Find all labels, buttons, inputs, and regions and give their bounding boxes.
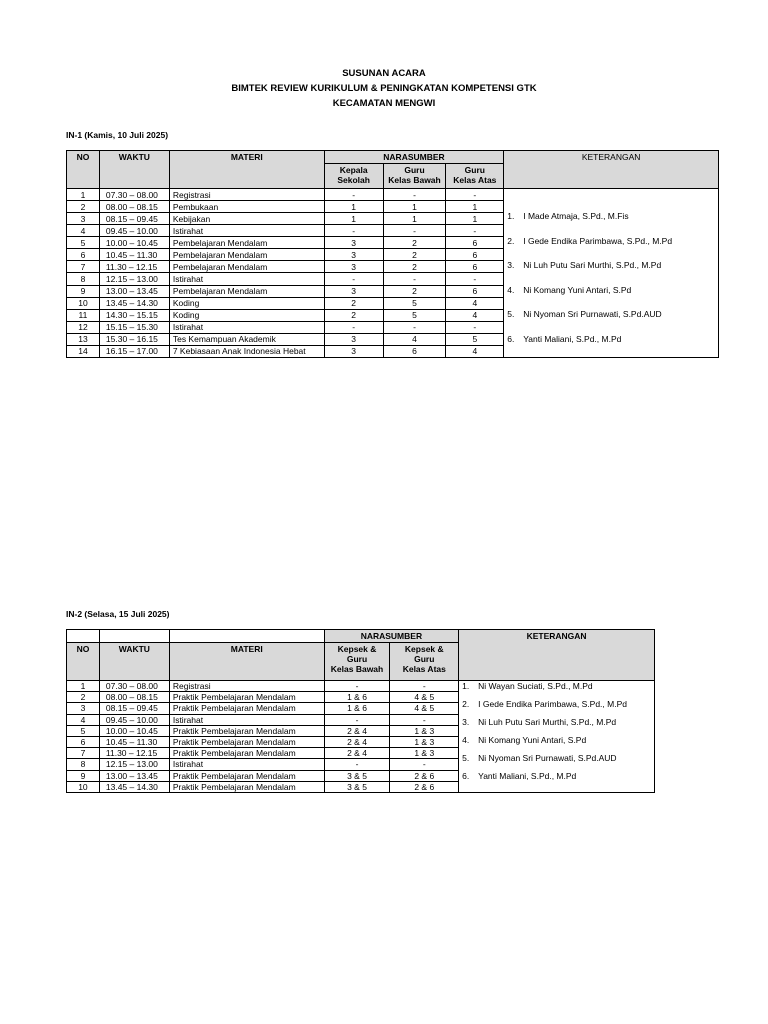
col-header-materi: MATERI (169, 151, 324, 189)
col-header-kepsek-guru-kelas-atas (390, 643, 459, 681)
keterangan-item (504, 308, 718, 333)
header-text: Guru (346, 654, 368, 664)
cell-narasumber-3: 5 (446, 333, 504, 345)
cell-narasumber-1: - (324, 273, 383, 285)
keterangan-name: Ni Nyoman Sri Purnawati, S.Pd.AUD (478, 753, 617, 763)
cell-waktu: 14.30 – 15.15 (99, 309, 169, 321)
cell-materi: Istirahat (169, 273, 324, 285)
table-row (67, 189, 719, 201)
cell-materi: Pembelajaran Mendalam (169, 237, 324, 249)
cell-waktu: 13.00 – 13.45 (99, 770, 169, 781)
keterangan-number: 6. (507, 333, 515, 344)
keterangan-item (459, 681, 654, 699)
cell-narasumber-1: 1 & 6 (324, 692, 390, 703)
cell-narasumber-1: 2 & 4 (324, 748, 390, 759)
col-header-kepsek-guru-kelas-bawah (324, 643, 390, 681)
cell-narasumber-2: - (390, 681, 459, 692)
cell-narasumber-1: - (324, 225, 383, 237)
keterangan-item (459, 735, 654, 753)
keterangan-name: Ni Komang Yuni Antari, S.Pd (478, 735, 587, 745)
cell-narasumber-3: 4 (446, 309, 504, 321)
keterangan-item (459, 771, 654, 789)
keterangan-name: Yanti Maliani, S.Pd., M.Pd (523, 333, 622, 344)
cell-no: 10 (67, 297, 100, 309)
cell-narasumber-2: 2 & 6 (390, 770, 459, 781)
header-text: Kelas Atas (402, 664, 446, 674)
cell-waktu: 08.00 – 08.15 (99, 692, 169, 703)
cell-narasumber-3: 4 (446, 345, 504, 357)
cell-waktu: 09.45 – 10.00 (99, 225, 169, 237)
cell-keterangan (504, 189, 719, 358)
cell-narasumber-1: 2 (324, 309, 383, 321)
title-line-2: BIMTEK REVIEW KURIKULUM & PENINGKATAN KOMPETENSI GTK (231, 83, 537, 94)
cell-narasumber-2: 1 & 3 (390, 725, 459, 736)
cell-narasumber-2: - (390, 714, 459, 725)
keterangan-name: Ni Luh Putu Sari Murthi, S.Pd., M.Pd (478, 717, 617, 727)
col-header-keterangan: KETERANGAN (459, 630, 655, 681)
cell-narasumber-1: 1 (324, 213, 383, 225)
cell-no: 7 (67, 261, 100, 273)
col-header-no: NO (67, 151, 100, 189)
col-header-materi: MATERI (169, 643, 324, 681)
cell-waktu: 10.00 – 10.45 (99, 237, 169, 249)
cell-narasumber-2: - (383, 321, 446, 333)
cell-narasumber-3: - (446, 189, 504, 201)
cell-narasumber-2: 2 (383, 237, 446, 249)
cell-narasumber-2: 1 & 3 (390, 748, 459, 759)
cell-narasumber-2: 2 (383, 249, 446, 261)
empty-header-cell (67, 630, 100, 643)
document-title (0, 66, 768, 111)
cell-narasumber-2: 1 (383, 201, 446, 213)
header-text: Kepala (339, 165, 368, 175)
keterangan-item (504, 259, 718, 284)
keterangan-number: 1. (507, 211, 515, 221)
keterangan-name: Ni Wayan Suciati, S.Pd., M.Pd (478, 681, 593, 691)
col-header-kepala-sekolah (324, 164, 383, 189)
cell-no: 10 (67, 781, 100, 792)
title-line-1: SUSUNAN ACARA (342, 68, 426, 79)
in2-label: IN-2 (Selasa, 15 Juli 2025) (66, 609, 170, 619)
cell-waktu: 10.00 – 10.45 (99, 725, 169, 736)
cell-materi: Praktik Pembelajaran Mendalam (169, 692, 324, 703)
in1-label: IN-1 (Kamis, 10 Juli 2025) (66, 130, 169, 140)
cell-no: 6 (67, 736, 100, 747)
keterangan-number: 3. (462, 717, 470, 727)
cell-waktu: 13.45 – 14.30 (99, 297, 169, 309)
header-text: Kelas Bawah (330, 664, 384, 674)
cell-materi: Koding (169, 309, 324, 321)
cell-narasumber-2: 4 & 5 (390, 692, 459, 703)
cell-no: 8 (67, 759, 100, 770)
cell-materi: Istirahat (169, 321, 324, 333)
header-text: Guru (464, 165, 485, 175)
cell-no: 1 (67, 681, 100, 692)
in1-schedule-table (66, 150, 719, 358)
col-header-narasumber: NARASUMBER (324, 630, 459, 643)
cell-narasumber-1: - (324, 681, 390, 692)
col-header-waktu: WAKTU (99, 643, 169, 681)
keterangan-name: I Gede Endika Parimbawa, S.Pd., M.Pd (523, 235, 673, 246)
keterangan-item (504, 210, 718, 235)
cell-narasumber-2: - (383, 225, 446, 237)
cell-narasumber-1: 3 (324, 237, 383, 249)
cell-waktu: 12.15 – 13.00 (99, 273, 169, 285)
cell-no: 3 (67, 213, 100, 225)
header-text: Guru (404, 165, 425, 175)
cell-narasumber-1: 3 (324, 261, 383, 273)
cell-materi: Praktik Pembelajaran Mendalam (169, 725, 324, 736)
cell-no: 3 (67, 703, 100, 714)
cell-no: 8 (67, 273, 100, 285)
cell-narasumber-1: 3 & 5 (324, 781, 390, 792)
cell-waktu: 11.30 – 12.15 (99, 748, 169, 759)
cell-waktu: 13.00 – 13.45 (99, 285, 169, 297)
cell-no: 1 (67, 189, 100, 201)
cell-materi: Istirahat (169, 714, 324, 725)
keterangan-number: 1. (462, 681, 470, 691)
cell-narasumber-2: 5 (383, 309, 446, 321)
keterangan-item (504, 235, 718, 260)
cell-no: 12 (67, 321, 100, 333)
cell-narasumber-3: 1 (446, 201, 504, 213)
header-text: Guru (414, 654, 435, 664)
col-header-keterangan: KETERANGAN (504, 151, 719, 189)
title-line-3: KECAMATAN MENGWI (332, 98, 436, 109)
cell-narasumber-3: 6 (446, 249, 504, 261)
cell-narasumber-2: 2 (383, 285, 446, 297)
cell-materi: Praktik Pembelajaran Mendalam (169, 748, 324, 759)
keterangan-item (459, 699, 654, 717)
cell-narasumber-1: 3 & 5 (324, 770, 390, 781)
cell-materi: Kebijakan (169, 213, 324, 225)
cell-waktu: 15.30 – 16.15 (99, 333, 169, 345)
cell-narasumber-3: 4 (446, 297, 504, 309)
cell-waktu: 09.45 – 10.00 (99, 714, 169, 725)
cell-narasumber-1: - (324, 321, 383, 333)
cell-no: 2 (67, 201, 100, 213)
keterangan-item (459, 717, 654, 735)
cell-narasumber-2: 4 & 5 (390, 703, 459, 714)
keterangan-list (504, 189, 718, 357)
cell-waktu: 13.45 – 14.30 (99, 781, 169, 792)
keterangan-number: 3. (507, 260, 515, 270)
cell-waktu: 08.15 – 09.45 (99, 213, 169, 225)
cell-narasumber-1: - (324, 189, 383, 201)
cell-narasumber-1: 3 (324, 249, 383, 261)
cell-narasumber-3: 1 (446, 213, 504, 225)
cell-materi: Registrasi (169, 681, 324, 692)
keterangan-name: Yanti Maliani, S.Pd., M.Pd (478, 771, 577, 781)
cell-waktu: 10.45 – 11.30 (99, 736, 169, 747)
empty-header-cell (169, 630, 324, 643)
cell-narasumber-3: - (446, 321, 504, 333)
cell-no: 9 (67, 770, 100, 781)
cell-no: 11 (67, 309, 100, 321)
col-header-waktu: WAKTU (99, 151, 169, 189)
keterangan-name: Ni Nyoman Sri Purnawati, S.Pd.AUD (523, 309, 662, 319)
cell-materi: Istirahat (169, 225, 324, 237)
keterangan-number: 4. (507, 284, 515, 295)
cell-waktu: 08.15 – 09.45 (99, 703, 169, 714)
cell-narasumber-2: 5 (383, 297, 446, 309)
cell-narasumber-2: - (383, 189, 446, 201)
cell-narasumber-1: 2 (324, 297, 383, 309)
cell-materi: Praktik Pembelajaran Mendalam (169, 703, 324, 714)
cell-narasumber-2: 6 (383, 345, 446, 357)
cell-narasumber-1: 2 & 4 (324, 725, 390, 736)
cell-no: 4 (67, 714, 100, 725)
col-header-guru-kelas-atas (446, 164, 504, 189)
cell-narasumber-2: 1 & 3 (390, 736, 459, 747)
cell-narasumber-3: 6 (446, 261, 504, 273)
cell-narasumber-2: 4 (383, 333, 446, 345)
header-text: Kepsek & (337, 644, 377, 654)
header-text: Sekolah (337, 175, 370, 185)
cell-materi: 7 Kebiasaan Anak Indonesia Hebat (169, 345, 324, 357)
cell-narasumber-1: - (324, 759, 390, 770)
table-row (67, 681, 655, 692)
cell-narasumber-2: - (390, 759, 459, 770)
cell-no: 7 (67, 748, 100, 759)
cell-materi: Praktik Pembelajaran Mendalam (169, 736, 324, 747)
keterangan-number: 4. (462, 735, 470, 745)
cell-materi: Koding (169, 297, 324, 309)
cell-narasumber-1: 3 (324, 333, 383, 345)
header-text: Kelas Bawah (388, 175, 441, 185)
cell-narasumber-1: - (324, 714, 390, 725)
keterangan-name: I Made Atmaja, S.Pd., M.Fis (523, 211, 629, 221)
cell-waktu: 12.15 – 13.00 (99, 759, 169, 770)
cell-no: 2 (67, 692, 100, 703)
cell-materi: Pembelajaran Mendalam (169, 249, 324, 261)
cell-materi: Istirahat (169, 759, 324, 770)
cell-narasumber-1: 1 (324, 201, 383, 213)
col-header-guru-kelas-bawah (383, 164, 446, 189)
keterangan-number: 2. (507, 235, 515, 246)
cell-narasumber-2: 2 & 6 (390, 781, 459, 792)
keterangan-number: 6. (462, 771, 470, 781)
keterangan-name: Ni Luh Putu Sari Murthi, S.Pd., M.Pd (523, 260, 662, 270)
empty-header-cell (99, 630, 169, 643)
keterangan-number: 2. (462, 699, 470, 709)
cell-keterangan (459, 681, 655, 793)
cell-narasumber-3: - (446, 225, 504, 237)
cell-narasumber-2: 1 (383, 213, 446, 225)
cell-narasumber-1: 1 & 6 (324, 703, 390, 714)
cell-narasumber-1: 3 (324, 345, 383, 357)
cell-narasumber-3: 6 (446, 237, 504, 249)
keterangan-item (459, 753, 654, 771)
in2-schedule-table (66, 629, 655, 793)
cell-no: 5 (67, 237, 100, 249)
header-text: Kepsek & (404, 644, 444, 654)
cell-materi: Pembelajaran Mendalam (169, 285, 324, 297)
keterangan-list (459, 681, 654, 789)
cell-waktu: 10.45 – 11.30 (99, 249, 169, 261)
cell-waktu: 07.30 – 08.00 (99, 681, 169, 692)
cell-materi: Pembelajaran Mendalam (169, 261, 324, 273)
cell-narasumber-1: 3 (324, 285, 383, 297)
cell-narasumber-3: - (446, 273, 504, 285)
cell-no: 5 (67, 725, 100, 736)
cell-waktu: 08.00 – 08.15 (99, 201, 169, 213)
keterangan-item (504, 284, 718, 309)
cell-waktu: 11.30 – 12.15 (99, 261, 169, 273)
cell-no: 9 (67, 285, 100, 297)
cell-materi: Praktik Pembelajaran Mendalam (169, 781, 324, 792)
cell-materi: Pembukaan (169, 201, 324, 213)
keterangan-name: I Gede Endika Parimbawa, S.Pd., M.Pd (478, 699, 627, 709)
keterangan-number: 5. (507, 309, 515, 319)
cell-narasumber-3: 6 (446, 285, 504, 297)
keterangan-name: Ni Komang Yuni Antari, S.Pd (523, 284, 632, 295)
col-header-narasumber: NARASUMBER (324, 151, 504, 164)
cell-narasumber-1: 2 & 4 (324, 736, 390, 747)
keterangan-item (504, 333, 718, 358)
cell-materi: Registrasi (169, 189, 324, 201)
cell-materi: Praktik Pembelajaran Mendalam (169, 770, 324, 781)
cell-no: 14 (67, 345, 100, 357)
cell-waktu: 07.30 – 08.00 (99, 189, 169, 201)
cell-waktu: 15.15 – 15.30 (99, 321, 169, 333)
cell-materi: Tes Kemampuan Akademik (169, 333, 324, 345)
cell-no: 6 (67, 249, 100, 261)
cell-no: 4 (67, 225, 100, 237)
cell-no: 13 (67, 333, 100, 345)
cell-waktu: 16.15 – 17.00 (99, 345, 169, 357)
cell-narasumber-2: - (383, 273, 446, 285)
col-header-no: NO (67, 643, 100, 681)
cell-narasumber-2: 2 (383, 261, 446, 273)
header-text: Kelas Atas (453, 175, 497, 185)
keterangan-number: 5. (462, 753, 470, 763)
